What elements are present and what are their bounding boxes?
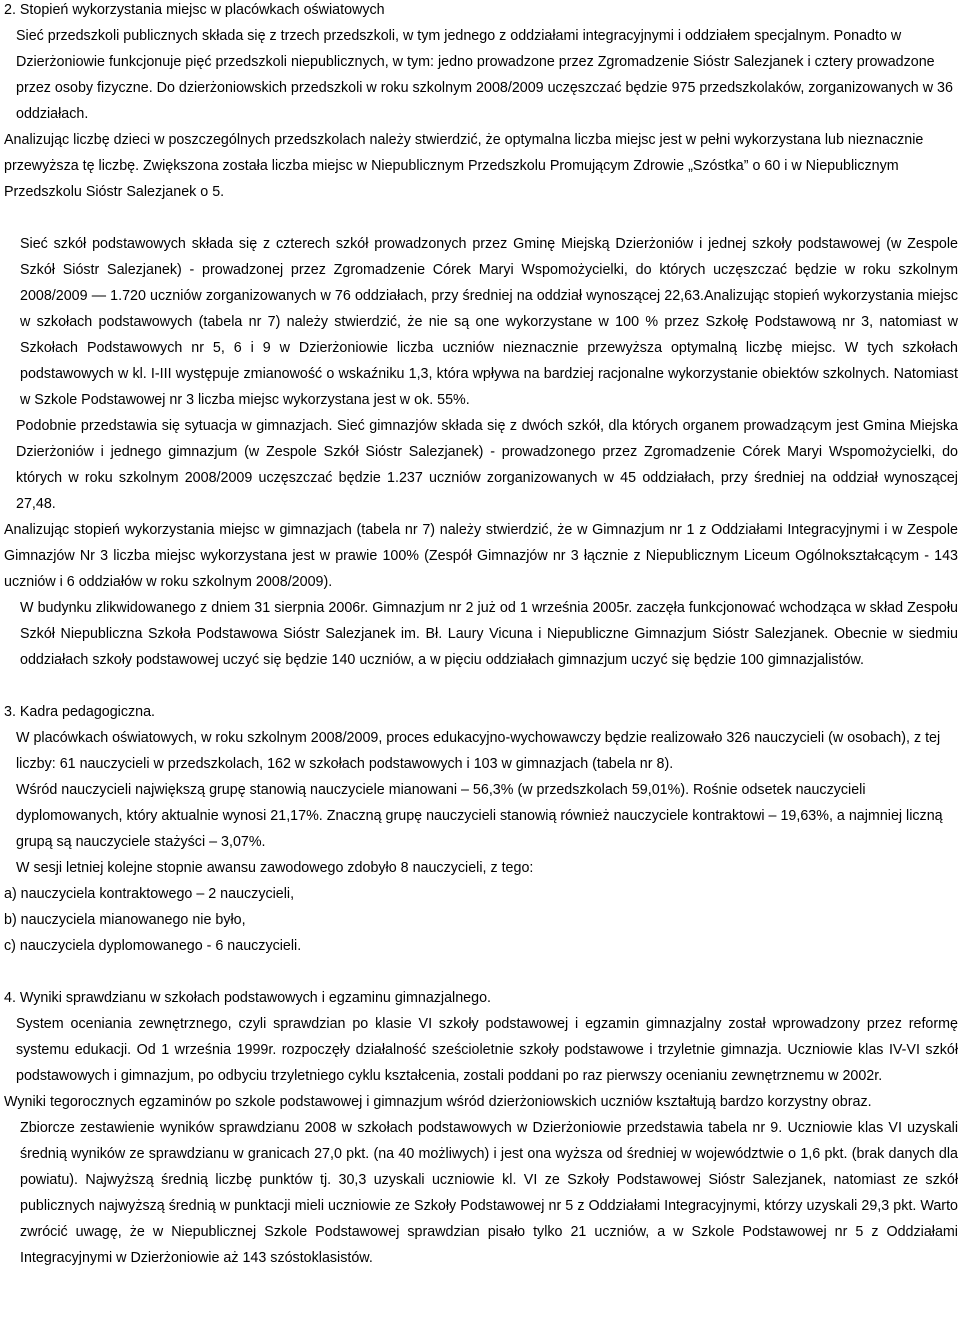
paragraph-spacer xyxy=(4,959,958,985)
section-4-paragraph-2: Wyniki tegorocznych egzaminów po szkole podstawowej i gimnazjum wśród dzierżoniowskich uczniów kształtują bardzo korzystny obraz. xyxy=(4,1094,872,1110)
section-4-heading: 4. Wyniki sprawdzianu w szkołach podstawowych i egzaminu gimnazjalnego. xyxy=(4,990,491,1006)
list-item: c) nauczyciela dyplomowanego - 6 nauczycieli. xyxy=(4,938,302,954)
section-2-paragraph-2: Analizując liczbę dzieci w poszczególnych przedszkolach należy stwierdzić, że optymalna liczba miejsc jest w pełni wykorzystana lub nieznacznie przewyższa tę liczbę. Zwiększona została liczba miejsc w Niepublicznym Przedszkolu Promującym Zdrowie „Szóstka” o 60 i w Niepublicznym Przedszkolu Sióstr Salezjanek o 5. xyxy=(4,132,924,200)
list-item: b) nauczyciela mianowanego nie było, xyxy=(4,912,246,928)
paragraph-spacer xyxy=(4,673,958,699)
section-2-paragraph-1: Sieć przedszkoli publicznych składa się z trzech przedszkoli, w tym jednego z oddziałami integracyjnymi i oddziałem specjalnym. Ponadto w Dzierżoniowie funkcjonuje pięć przedszkoli niepublicznych, w tym: jedno prowadzone przez Zgromadzenie Sióstr Salezjanek i cztery prowadzone przez osoby fizyczne. Do dzierżoniowskich przedszkoli w roku szkolnym 2008/2009 uczęszczać będzie 975 przedszkolaków, zorganizowanych w 36 oddziałach. xyxy=(16,28,953,122)
section-4-paragraph-1: System oceniania zewnętrznego, czyli sprawdzian po klasie VI szkoły podstawowej i egzamin gimnazjalny został wprowadzony przez reformę systemu edukacji. Od 1 września 1999r. rozpoczęły działalność sześcioletnie szkoły podstawowe i trzyletnie gimnazja. Uczniowie klas IV-VI szkół podstawowych i gimnazjum, po odbyciu trzyletniego cyklu kształcenia, zostali poddani po raz pierwszy ocenianiu zewnętrznemu w 2002r. xyxy=(16,1016,958,1084)
section-4-paragraph-3: Zbiorcze zestawienie wyników sprawdzianu 2008 w szkołach podstawowych w Dzierżoniowie przedstawia tabela nr 9. Uczniowie klas VI uzyskali średnią wyników ze sprawdzianu w granicach 27,0 pkt. (na 40 możliwych) i jest ona wyższa od średniej w województwie o 1,6 pkt. (brak danych dla powiatu). Najwyższą średnią liczbę punktów tj. 30,3 uzyskali uczniowie kl. VI ze Szkoły Podstawowej Sióstr Salezjanek, natomiast ze szkół publicznych najwyższą średnią w punktacji mieli uczniowie ze Szkoły Podstawowej nr 5 z Oddziałami Integracyjnymi, którzy uzyskali 29,3 pkt. Warto zwrócić uwagę, że w Niepublicznej Szkole Podstawowej sprawdzian pisało tylko 21 uczniów, a w Szkole Podstawowej nr 5 z Oddziałami Integracyjnymi w Dzierżoniowie aż 143 szóstoklasistów. xyxy=(20,1120,958,1266)
section-3-paragraph-2: Wśród nauczycieli największą grupę stanowią nauczyciele mianowani – 56,3% (w przedszkolach 59,01%). Rośnie odsetek nauczycieli dyplomowanych, który aktualnie wynosi 21,17%. Znaczną grupę nauczycieli stanowią również nauczyciele kontraktowi – 19,63%, a najmniej liczną grupą są nauczyciele stażyści – 3,07%. xyxy=(16,782,943,850)
section-2-paragraph-6: W budynku zlikwidowanego z dniem 31 sierpnia 2006r. Gimnazjum nr 2 już od 1 września 2005r. zaczęła funkcjonować wchodząca w skład Zespołu Szkół Niepubliczna Szkoła Podstawowa Sióstr Salezjanek im. Bł. Laury Vicuna i Niepubliczne Gimnazjum Sióstr Salezjanek. Obecnie w siedmiu oddziałach szkoły podstawowej uczyć się będzie 140 uczniów, a w pięciu oddziałach gimnazjum uczyć się będzie 100 gimnazjalistów. xyxy=(20,600,958,668)
section-3-paragraph-1: W placówkach oświatowych, w roku szkolnym 2008/2009, proces edukacyjno-wychowawczy będzie realizowało 326 nauczycieli (w osobach), z tej liczby: 61 nauczycieli w przedszkolach, 162 w szkołach podstawowych i 103 w gimnazjach (tabela nr 8). xyxy=(16,730,941,772)
section-3-heading: 3. Kadra pedagogiczna. xyxy=(4,704,156,720)
section-2-paragraph-4: Podobnie przedstawia się sytuacja w gimnazjach. Sieć gimnazjów składa się z dwóch szkół, dla których organem prowadzącym jest Gmina Miejska Dzierżoniów i jednego gimnazjum (w Zespole Szkół Sióstr Salezjanek) - prowadzonego przez Zgromadzenie Córek Maryi Wspomożycielki, do których w roku szkolnym 2008/2009 uczęszczać będzie 1.237 uczniów zorganizowanych w 45 oddziałach, przy średniej na oddział wynoszącej 27,48. xyxy=(16,418,958,512)
list-item: a) nauczyciela kontraktowego – 2 nauczycieli, xyxy=(4,886,295,902)
section-2-paragraph-5: Analizując stopień wykorzystania miejsc w gimnazjach (tabela nr 7) należy stwierdzić, że w Gimnazjum nr 1 z Oddziałami Integracyjnymi i w Zespole Gimnazjów Nr 3 liczba miejsc wykorzystana jest w prawie 100% (Zespół Gimnazjów nr 3 łącznie z Niepublicznym Liceum Ogólnokształcącym - 143 uczniów i 6 oddziałów w roku szkolnym 2008/2009). xyxy=(4,522,958,590)
document-page xyxy=(4,0,958,1271)
section-2-paragraph-3: Sieć szkół podstawowych składa się z czterech szkół prowadzonych przez Gminę Miejską Dzierżoniów i jednej szkoły podstawowej (w Zespole Szkół Sióstr Salezjanek) - prowadzonej przez Zgromadzenie Córek Maryi Wspomożycielki, do których uczęszczać będzie w roku szkolnym 2008/2009 — 1.720 uczniów zorganizowanych w 76 oddziałach, przy średniej na oddział wynoszącej 22,63.Analizując stopień wykorzystania miejsc w szkołach podstawowych (tabela nr 7) należy stwierdzić, że nie są one wykorzystane w 100 % przez Szkołę Podstawową nr 3, natomiast w Szkołach Podstawowych nr 5, 6 i 9 w Dzierżoniowie liczba uczniów nieznacznie przewyższa optymalną liczbę miejsc. W tych szkołach podstawowych w kl. I-III występuje zmianowość o wskaźniku 1,3, która wpływa na bardziej racjonalne wykorzystanie obiektów szkolnych. Natomiast w Szkole Podstawowej nr 3 liczba miejsc wykorzystana jest w ok. 55%. xyxy=(20,236,958,408)
section-3-paragraph-3: W sesji letniej kolejne stopnie awansu zawodowego zdobyło 8 nauczycieli, z tego: xyxy=(16,860,534,876)
paragraph-spacer xyxy=(4,205,958,231)
section-2-heading: 2. Stopień wykorzystania miejsc w placówkach oświatowych xyxy=(4,2,385,18)
